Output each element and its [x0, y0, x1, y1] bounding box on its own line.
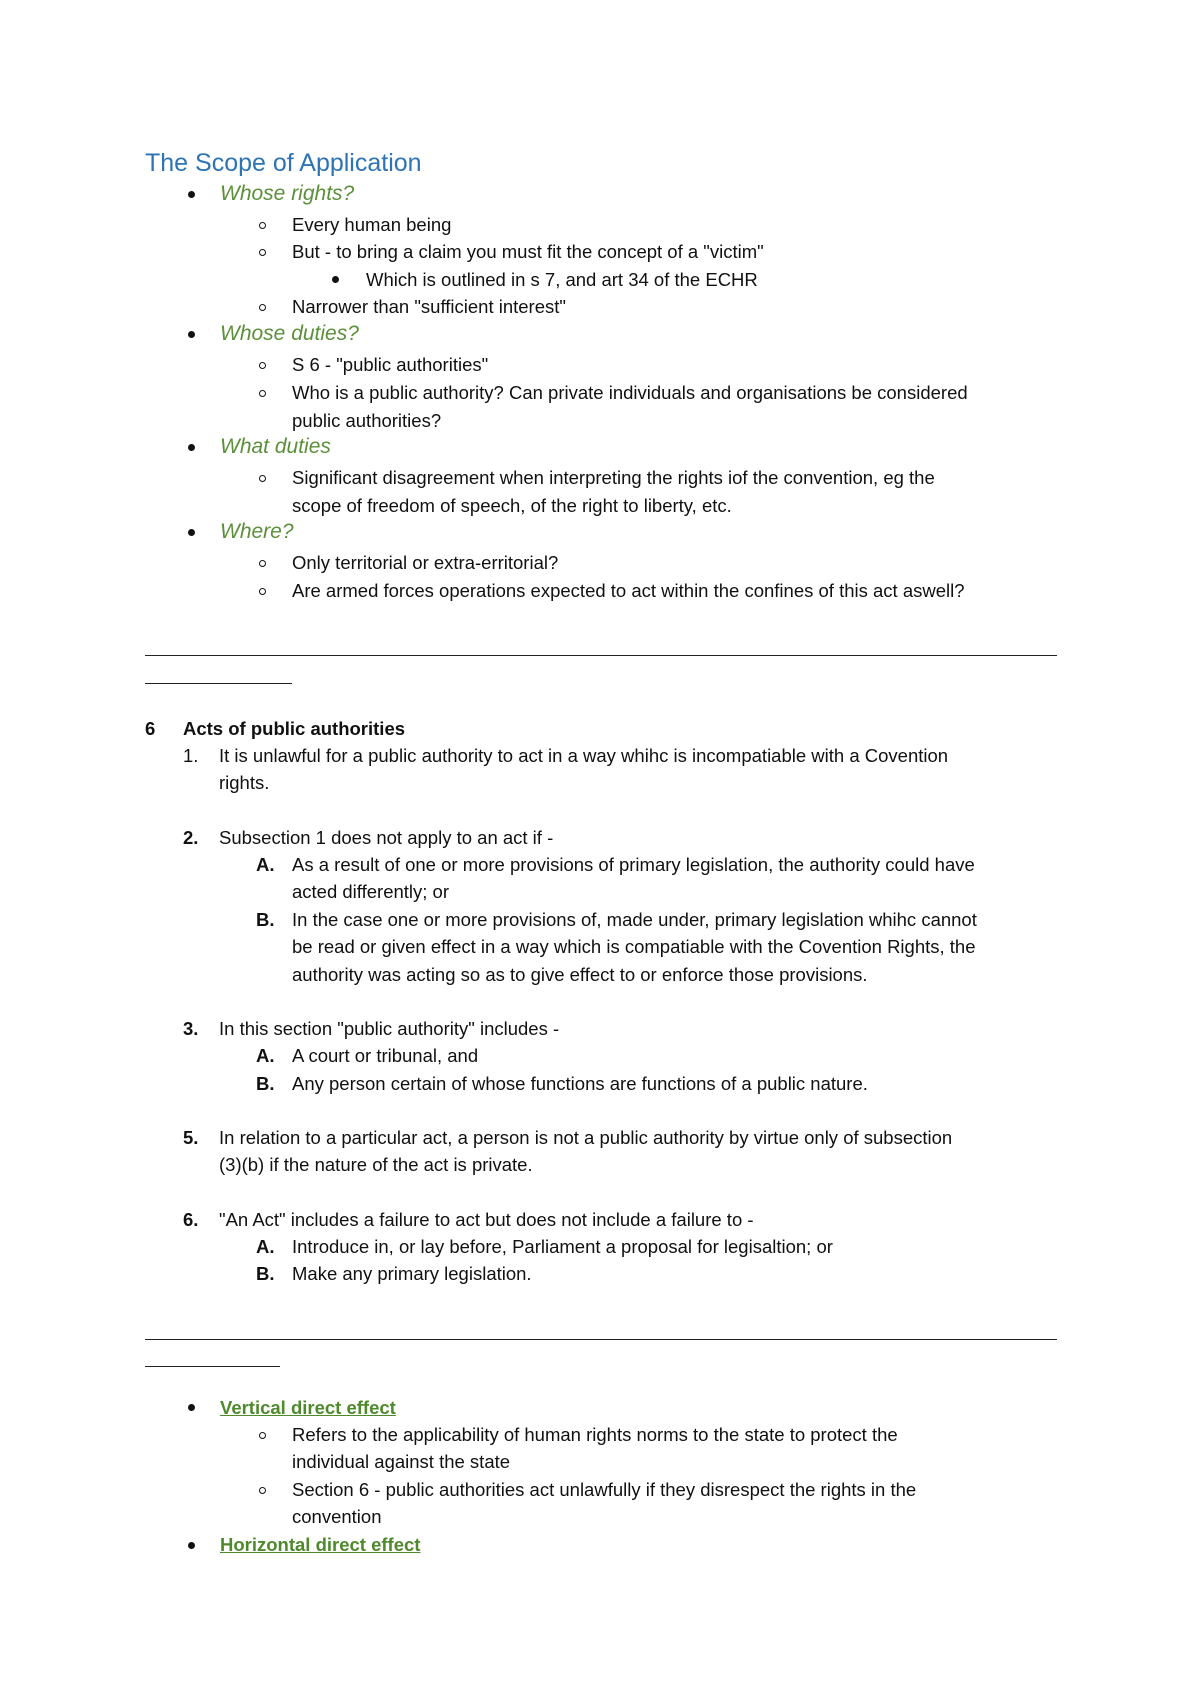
clause-label: A. — [256, 854, 275, 875]
list-item: Refers to the applicability of human rights norms to the state to protect the — [292, 1424, 898, 1445]
bullet-icon — [188, 1404, 195, 1411]
horizontal-direct-effect-link[interactable]: Horizontal direct effect — [220, 1534, 421, 1555]
scope-heading: The Scope of Application — [145, 149, 422, 177]
list-item-continuation: convention — [292, 1506, 382, 1527]
clause-label: B. — [256, 1263, 275, 1284]
list-item: Section 6 - public authorities act unlawfully if they disrespect the rights in the — [292, 1479, 917, 1500]
subsection-number: 1. — [183, 745, 199, 766]
subsection-text: rights. — [219, 772, 270, 793]
vertical-direct-effect-link[interactable]: Vertical direct effect — [220, 1397, 396, 1418]
circle-bullet-icon — [259, 304, 266, 311]
list-item: Which is outlined in s 7, and art 34 of the ECHR — [366, 269, 758, 290]
section-number: 6 — [145, 718, 156, 739]
question-whose-duties: Whose duties? — [220, 322, 359, 345]
clause-text: In the case one or more provisions of, made under, primary legislation whihc cannot — [292, 909, 977, 930]
subsection-text: Subsection 1 does not apply to an act if - — [219, 827, 554, 848]
bullet-icon — [188, 529, 195, 536]
circle-bullet-icon — [259, 362, 266, 369]
clause-label: A. — [256, 1045, 275, 1066]
bullet-icon — [188, 191, 195, 198]
subsection-text: In this section "public authority" includes - — [219, 1018, 560, 1039]
question-where: Where? — [220, 520, 294, 543]
clause-text: A court or tribunal, and — [292, 1045, 479, 1066]
list-item: Only territorial or extra-erritorial? — [292, 552, 559, 573]
clause-text: be read or given effect in a way which is compatiable with the Covention Rights, the — [292, 936, 976, 957]
list-item: S 6 - "public authorities" — [292, 354, 489, 375]
question-whose-rights: Whose rights? — [220, 182, 355, 205]
subsection-text: "An Act" includes a failure to act but does not include a failure to - — [219, 1209, 754, 1230]
list-item: Significant disagreement when interpreting the rights iof the convention, eg the — [292, 467, 935, 488]
subsection-number: 6. — [183, 1209, 199, 1230]
circle-bullet-icon — [259, 249, 266, 256]
list-item: Are armed forces operations expected to act within the confines of this act aswell? — [292, 580, 965, 601]
subsection-text: (3)(b) if the nature of the act is private. — [219, 1154, 533, 1175]
clause-text: Make any primary legislation. — [292, 1263, 532, 1284]
subsection-number: 2. — [183, 827, 199, 848]
circle-bullet-icon — [259, 588, 266, 595]
clause-label: A. — [256, 1236, 275, 1257]
divider-short — [145, 683, 292, 684]
list-item: Every human being — [292, 214, 452, 235]
question-what-duties: What duties — [220, 435, 331, 458]
list-item-continuation: individual against the state — [292, 1451, 511, 1472]
divider — [145, 655, 1057, 656]
circle-bullet-icon — [259, 475, 266, 482]
bullet-icon — [188, 444, 195, 451]
list-item: Narrower than "sufficient interest" — [292, 296, 566, 317]
clause-text: acted differently; or — [292, 881, 449, 902]
section-title: Acts of public authorities — [183, 718, 406, 739]
clause-text: authority was acting so as to give effect to or enforce those provisions. — [292, 964, 868, 985]
bullet-icon — [332, 276, 339, 283]
circle-bullet-icon — [259, 560, 266, 567]
circle-bullet-icon — [259, 1487, 266, 1494]
clause-text: Introduce in, or lay before, Parliament a proposal for legisaltion; or — [292, 1236, 833, 1257]
list-item: Who is a public authority? Can private individuals and organisations be considered — [292, 382, 968, 403]
list-item: But - to bring a claim you must fit the concept of a "victim" — [292, 241, 764, 262]
subsection-number: 5. — [183, 1127, 199, 1148]
bullet-icon — [188, 331, 195, 338]
circle-bullet-icon — [259, 222, 266, 229]
list-item-continuation: scope of freedom of speech, of the right to liberty, etc. — [292, 495, 732, 516]
list-item-continuation: public authorities? — [292, 410, 442, 431]
subsection-text: It is unlawful for a public authority to act in a way whihc is incompatiable with a Covention — [219, 745, 949, 766]
divider-short — [145, 1366, 280, 1367]
divider — [145, 1339, 1057, 1340]
subsection-text: In relation to a particular act, a person is not a public authority by virtue only of subsection — [219, 1127, 953, 1148]
clause-text: Any person certain of whose functions are functions of a public nature. — [292, 1073, 868, 1094]
clause-label: B. — [256, 909, 275, 930]
bullet-icon — [188, 1542, 195, 1549]
subsection-number: 3. — [183, 1018, 199, 1039]
circle-bullet-icon — [259, 1432, 266, 1439]
clause-label: B. — [256, 1073, 275, 1094]
circle-bullet-icon — [259, 390, 266, 397]
clause-text: As a result of one or more provisions of primary legislation, the authority could have — [292, 854, 975, 875]
